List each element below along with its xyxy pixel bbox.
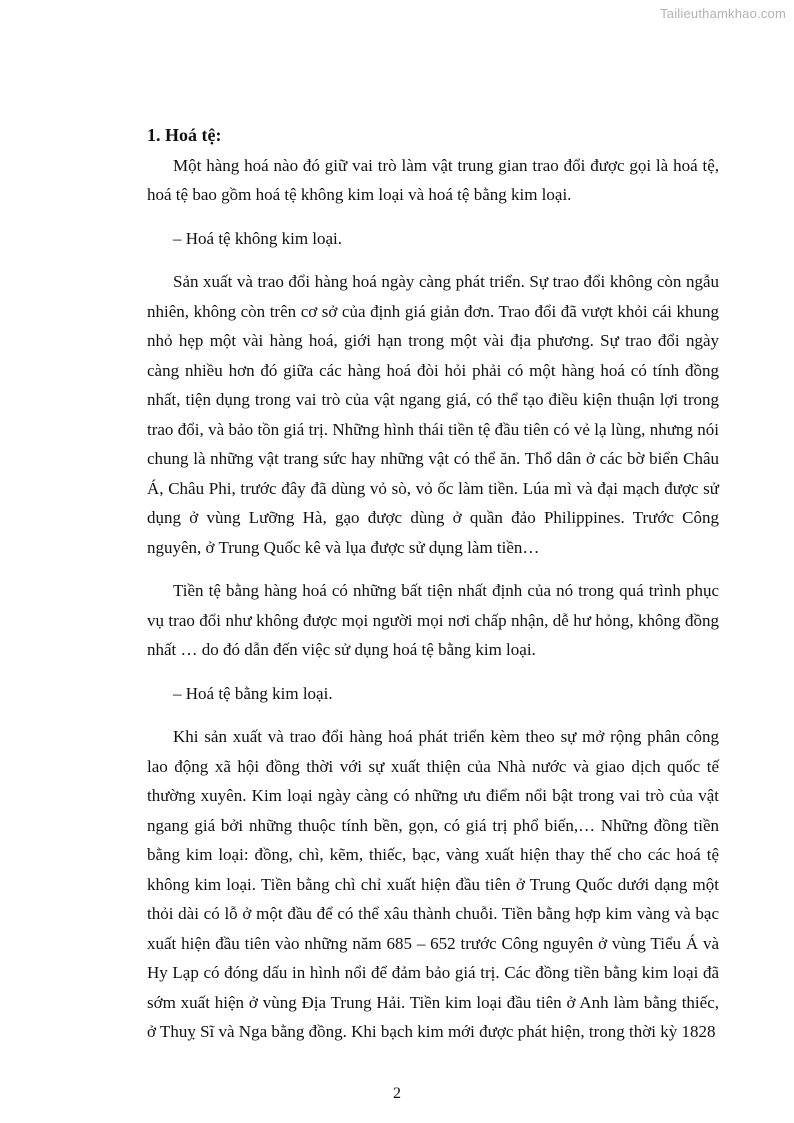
subheading-non-metal: – Hoá tệ không kim loại. <box>173 228 343 248</box>
page-number: 2 <box>393 1085 401 1102</box>
subheading-metal: – Hoá tệ bằng kim loại. <box>173 683 333 703</box>
paragraph-non-metal: Sản xuất và trao đổi hàng hoá ngày càng phát triển. Sự trao đổi không còn ngẫu nhiên, không còn trên cơ sở của định giá giản đơn. Trao đổi đã vượt khỏi cái khung nhỏ hẹp một vài hàng hoá, giới hạn trong một vài địa phương. Sự trao đổi ngày càng nhiều hơn đó giữa các hàng hoá đòi hỏi phải có một hàng hoá có tính đồng nhất, tiện dụng trong vai trò của vật ngang giá, có thể tạo điều kiện thuận lợi trong trao đổi, và bảo tồn giá trị. Những hình thái tiền tệ đầu tiên có vẻ lạ lùng, nhưng nói chung là những vật trang sức hay những vật có thể ăn. Thổ dân ở các bờ biển Châu Á, Châu Phi, trước đây đã dùng vỏ sò, vỏ ốc làm tiền. Lúa mì và đại mạch được sử dụng ở vùng Lưỡng Hà, gạo được dùng ở quần đảo Philippines. Trước Công nguyên, ở Trung Quốc kê và lụa được sử dụng làm tiền… <box>147 272 719 557</box>
intro-paragraph: Một hàng hoá nào đó giữ vai trò làm vật trung gian trao đổi được gọi là hoá tệ, hoá tệ bao gồm hoá tệ không kim loại và hoá tệ bằng kim loại. <box>147 155 719 204</box>
paragraph-commodity-money: Tiền tệ bằng hàng hoá có những bất tiện nhất định của nó trong quá trình phục vụ trao đổi như không được mọi người mọi nơi chấp nhận, dễ hư hỏng, không đồng nhất … do đó dẫn đến việc sử dụng hoá tệ bằng kim loại. <box>147 581 719 659</box>
section-heading: 1. Hoá tệ: <box>147 125 222 145</box>
watermark-text: Tailieuthamkhao.com <box>660 6 786 21</box>
paragraph-metal: Khi sản xuất và trao đổi hàng hoá phát triển kèm theo sự mở rộng phân công lao động xã hội đồng thời với sự xuất thiện của Nhà nước và giao dịch quốc tế thường xuyên. Kim loại ngày càng có những ưu điểm nổi bật trong vai trò của vật ngang giá bởi những thuộc tính bền, gọn, có giá trị phổ biến,… Những đồng tiền bằng kim loại: đồng, chì, kẽm, thiếc, bạc, vàng xuất hiện thay thế cho các hoá tệ không kim loại. Tiền bằng chì chỉ xuất hiện đầu tiên ở Trung Quốc dưới dạng một thỏi dài có lỗ ở một đầu để có thể xâu thành chuỗi. Tiền bằng hợp kim vàng và bạc xuất hiện đầu tiên vào những năm 685 – 652 trước Công nguyên ở vùng Tiểu Á và Hy Lạp có đóng dấu in hình nổi để đảm bảo giá trị. Các đồng tiền bằng kim loại đã sớm xuất hiện ở vùng Địa Trung Hải. Tiền kim loại đầu tiên ở Anh làm bằng thiếc, ở Thuỵ Sĩ và Nga bằng đồng. Khi bạch kim mới được phát hiện, trong thời kỳ 1828 <box>147 727 719 1041</box>
document-body <box>147 121 719 1061</box>
